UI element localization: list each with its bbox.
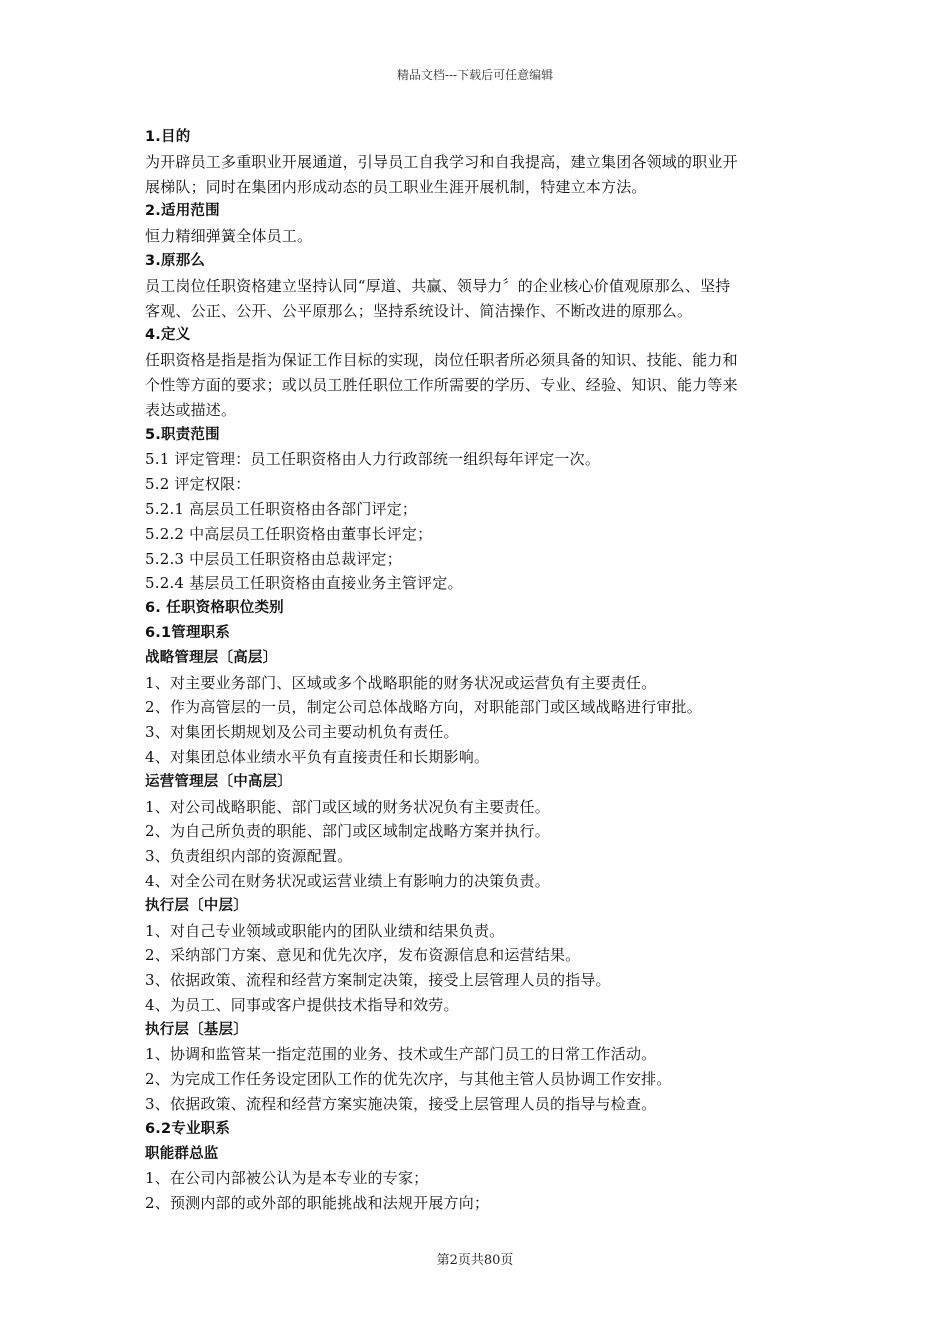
- section-heading: 4.定义: [145, 327, 191, 344]
- paragraph-line: 4、对集团总体业绩水平负有直接责任和长期影响。: [145, 747, 490, 766]
- section-heading: 职能群总监: [145, 1145, 219, 1162]
- paragraph-line: 2、为自己所负责的职能、部门或区域制定战略方案并执行。: [145, 822, 550, 841]
- paragraph-line: 5.2.3 中层员工任职资格由总裁评定；: [145, 549, 402, 568]
- paragraph-line: 1、对主要业务部门、区域或多个战略职能的财务状况或运营负有主要责任。: [145, 673, 657, 692]
- paragraph-line: 恒力精细弹簧全体员工。: [145, 227, 313, 246]
- section-heading: 运营管理层〔中高层〕: [145, 773, 292, 790]
- page-footer: 第2页共80页: [436, 1253, 514, 1268]
- paragraph-line: 1、对公司战略职能、部门或区域的财务状况负有主要责任。: [145, 797, 550, 816]
- paragraph-line: 4、为员工、同事或客户提供技术指导和效劳。: [145, 995, 459, 1014]
- paragraph-line: 客观、公正、公开、公平原那么；坚持系统设计、简洁操作、不断改进的原那么。: [145, 301, 693, 320]
- section-heading: 6. 任职资格职位类别: [145, 600, 284, 617]
- paragraph-line: 3、负责组织内部的资源配置。: [145, 847, 353, 866]
- paragraph-line: 员工岗位任职资格建立坚持认同“厚道、共赢、领导力〞的企业核心价值观原那么、坚持: [145, 276, 731, 295]
- paragraph-line: 2、预测内部的或外部的职能挑战和法规开展方向；: [145, 1194, 490, 1213]
- paragraph-line: 1、协调和监管某一指定范围的业务、技术或生产部门员工的日常工作活动。: [145, 1045, 657, 1064]
- paragraph-line: 2、为完成工作任务设定团队工作的优先次序，与其他主管人员协调工作安排。: [145, 1070, 672, 1089]
- section-heading: 2.适用范围: [145, 203, 220, 220]
- paragraph-line: 任职资格是指是指为保证工作目标的实现，岗位任职者所必须具备的知识、技能、能力和: [145, 351, 738, 370]
- paragraph-line: 3、依据政策、流程和经营方案实施决策，接受上层管理人员的指导与检查。: [145, 1095, 657, 1114]
- paragraph-line: 展梯队；同时在集团内形成动态的员工职业生涯开展机制，特建立本方法。: [145, 177, 647, 196]
- section-heading: 战略管理层〔高层〕: [145, 649, 278, 666]
- paragraph-line: 2、作为高管层的一员，制定公司总体战略方向，对职能部门或区域战略进行审批。: [145, 698, 702, 717]
- paragraph-line: 5.2.4 基层员工任职资格由直接业务主管评定。: [145, 574, 463, 593]
- paragraph-line: 3、依据政策、流程和经营方案制定决策，接受上层管理人员的指导。: [145, 971, 611, 990]
- section-heading: 5.职责范围: [145, 426, 220, 443]
- section-heading: 1.目的: [145, 129, 191, 145]
- paragraph-line: 个性等方面的要求；或以员工胜任职位工作所需要的学历、专业、经验、知识、能力等来: [145, 375, 738, 394]
- paragraph-line: 表达或描述。: [145, 400, 237, 419]
- section-heading: 6.1管理职系: [145, 624, 231, 641]
- paragraph-line: 5.2.1 高层员工任职资格由各部门评定；: [145, 499, 418, 518]
- paragraph-line: 3、对集团长期规划及公司主要动机负有责任。: [145, 723, 459, 742]
- document-body: [145, 125, 810, 1216]
- paragraph-line: 为开辟员工多重职业开展通道，引导员工自我学习和自我提高，建立集团各领域的职业开: [145, 152, 738, 171]
- paragraph-line: 5.2 评定权限：: [145, 475, 251, 494]
- paragraph-line: 5.2.2 中高层员工任职资格由董事长评定；: [145, 524, 433, 543]
- section-heading: 执行层〔中层〕: [145, 897, 248, 914]
- section-heading: 执行层〔基层〕: [145, 1021, 248, 1038]
- page-header: 精品文档---下载后可任意编辑: [396, 68, 554, 82]
- section-heading: 6.2专业职系: [145, 1120, 231, 1137]
- paragraph-line: 1、对自己专业领域或职能内的团队业绩和结果负责。: [145, 921, 505, 940]
- paragraph-line: 4、对全公司在财务状况或运营业绩上有影响力的决策负责。: [145, 871, 550, 890]
- paragraph-line: 2、采纳部门方案、意见和优先次序，发布资源信息和运营结果。: [145, 946, 581, 965]
- paragraph-line: 5.1 评定管理：员工任职资格由人力行政部统一组织每年评定一次。: [145, 450, 601, 469]
- paragraph-line: 1、在公司内部被公认为是本专业的专家；: [145, 1169, 429, 1188]
- section-heading: 3.原那么: [145, 252, 206, 269]
